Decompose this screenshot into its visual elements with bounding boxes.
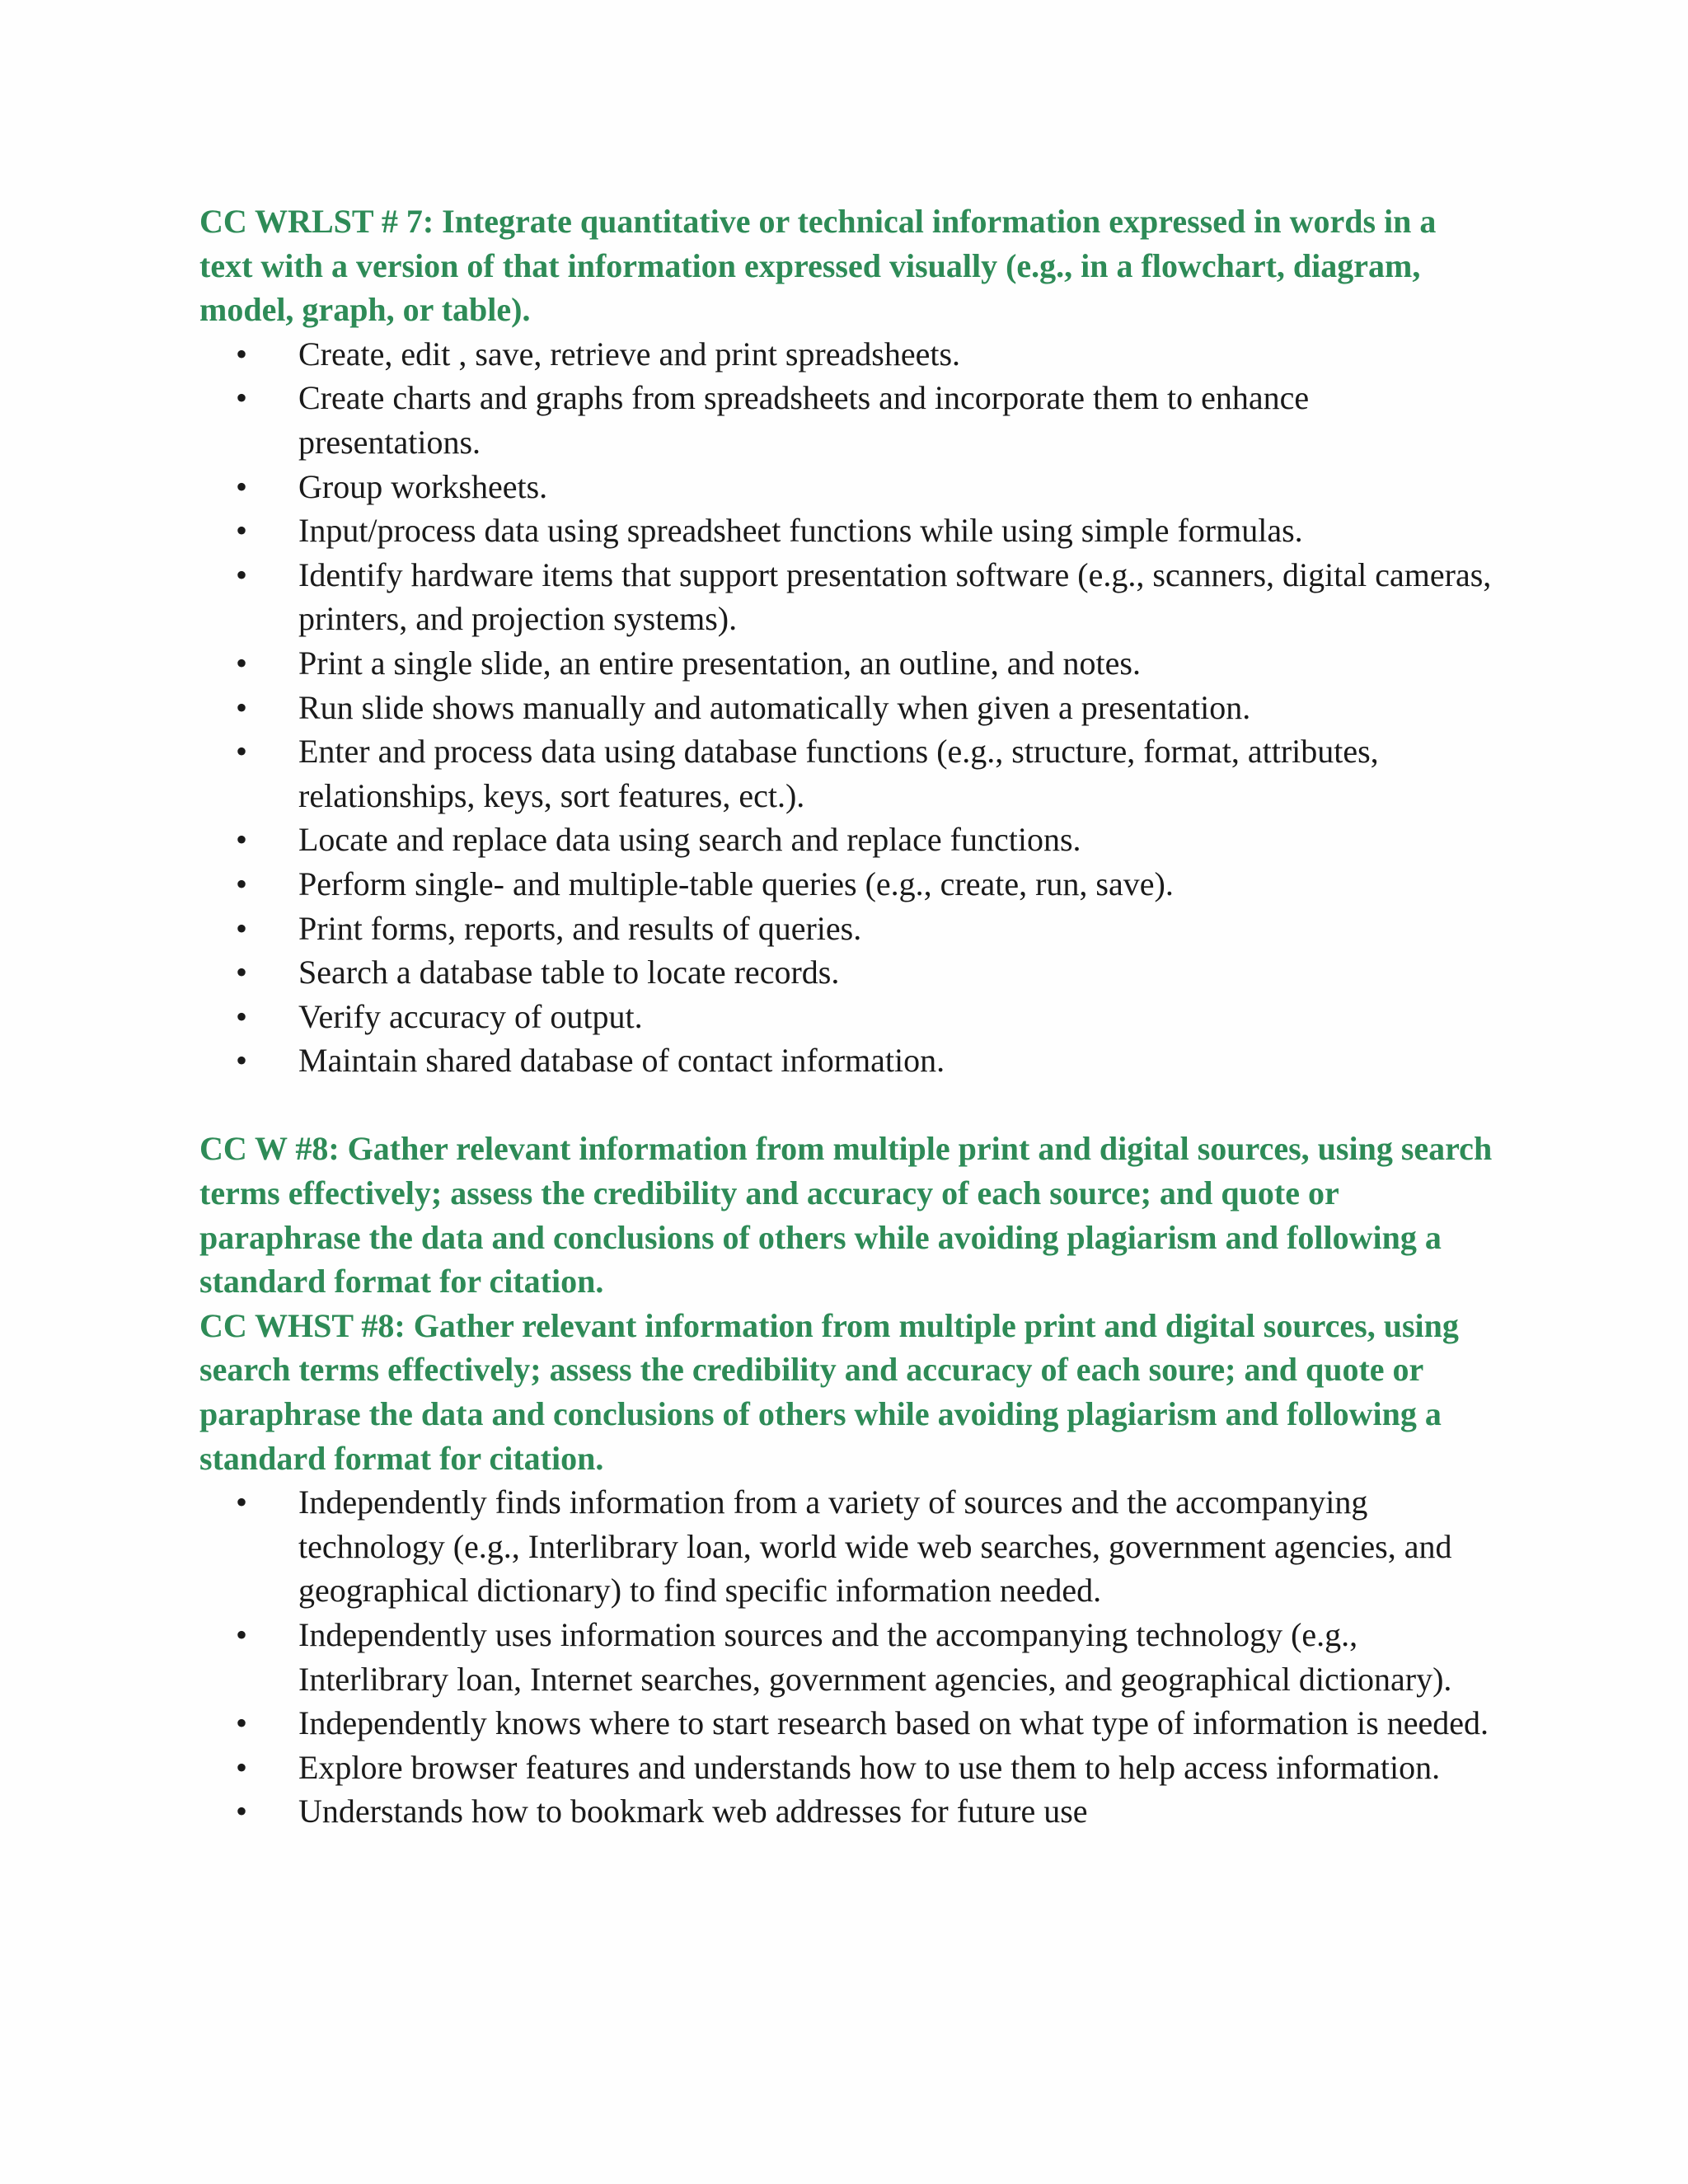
bullet-icon: • <box>235 467 247 505</box>
list-item-text: Run slide shows manually and automatically when given a presentation. <box>298 688 1251 726</box>
bullet-icon: • <box>235 335 247 373</box>
bullet-icon: • <box>235 555 247 593</box>
bullet-icon: • <box>235 512 247 550</box>
list-item <box>199 950 1493 995</box>
list-item-text: Independently knows where to start research based on what type of information is needed. <box>298 1704 1489 1742</box>
list-item <box>199 1746 1493 1790</box>
list-item-text: Independently uses information sources and the accompanying technology (e.g., Interlibrary loan, Internet searches, government agencies, and geographical dictionary). <box>298 1616 1452 1698</box>
bullet-icon: • <box>235 1748 247 1786</box>
list-item <box>199 1038 1493 1083</box>
list-item-text: Verify accuracy of output. <box>298 997 643 1035</box>
bullet-icon: • <box>235 997 247 1035</box>
list-item <box>199 641 1493 686</box>
list-item <box>199 1613 1493 1701</box>
bullet-icon: • <box>235 688 247 726</box>
bullet-icon: • <box>235 644 247 682</box>
list-item <box>199 729 1493 818</box>
list-item-text: Understands how to bookmark web addresses for future use <box>298 1793 1088 1830</box>
bullet-list-wrlst-7 <box>199 332 1493 1083</box>
section-heading-whst-8: CC WHST #8: Gather relevant information from multiple print and digital sources, using search terms effectively; assess the credibility and accuracy of each soure; and quote or paraphrase the data and conclusions of others while avoiding plagiarism and following a standard format for citation. <box>199 1306 1459 1477</box>
bullet-list-w-8 <box>199 1480 1493 1834</box>
list-item-text: Create charts and graphs from spreadsheets and incorporate them to enhance presentations. <box>298 379 1310 461</box>
list-item <box>199 509 1493 553</box>
section-heading-w-8: CC W #8: Gather relevant information from multiple print and digital sources, using search terms effectively; assess the credibility and accuracy of each source; and quote or paraphrase the data and conclusions of others while avoiding plagiarism and following a standard format for citation. <box>199 1130 1493 1301</box>
section-heading-wrlst-7: CC WRLST # 7: Integrate quantitative or technical information expressed in words in a text with a version of that information expressed visually (e.g., in a flowchart, diagram, model, graph, or table). <box>199 203 1437 329</box>
bullet-icon: • <box>235 821 247 859</box>
document-body <box>199 199 1493 1834</box>
list-item-text: Explore browser features and understands how to use them to help access information. <box>298 1748 1441 1786</box>
list-item <box>199 862 1493 907</box>
list-item <box>199 553 1493 641</box>
list-item <box>199 465 1493 509</box>
list-item <box>199 1701 1493 1746</box>
list-item-text: Group worksheets. <box>298 467 548 505</box>
list-item-text: Print a single slide, an entire presentation, an outline, and notes. <box>298 644 1141 682</box>
bullet-icon: • <box>235 954 247 991</box>
list-item-text: Identify hardware items that support presentation software (e.g., scanners, digital cameras, printers, and projection systems). <box>298 555 1492 638</box>
list-item <box>199 995 1493 1039</box>
list-item-text: Perform single- and multiple-table queries (e.g., create, run, save). <box>298 865 1174 902</box>
list-item-text: Locate and replace data using search and replace functions. <box>298 821 1081 859</box>
bullet-icon: • <box>235 379 247 417</box>
list-item <box>199 1480 1493 1613</box>
list-item-text: Enter and process data using database functions (e.g., structure, format, attributes, relationships, keys, sort features, ect.). <box>298 733 1379 814</box>
list-item-text: Create, edit , save, retrieve and print spreadsheets. <box>298 335 961 373</box>
bullet-icon: • <box>235 733 247 771</box>
list-item <box>199 1789 1493 1834</box>
list-item <box>199 818 1493 862</box>
section-spacer <box>199 1083 1493 1127</box>
list-item-text: Maintain shared database of contact information. <box>298 1042 945 1080</box>
list-item-text: Search a database table to locate records. <box>298 954 840 991</box>
list-item <box>199 376 1493 464</box>
list-item <box>199 907 1493 951</box>
bullet-icon: • <box>235 1704 247 1742</box>
list-item-text: Input/process data using spreadsheet functions while using simple formulas. <box>298 512 1303 550</box>
list-item-text: Independently finds information from a variety of sources and the accompanying technology (e.g., Interlibrary loan, world wide web searches, government agencies, and geographical dictionary) to find specific information needed. <box>298 1483 1452 1610</box>
bullet-icon: • <box>235 909 247 947</box>
bullet-icon: • <box>235 1042 247 1080</box>
bullet-icon: • <box>235 865 247 902</box>
list-item <box>199 686 1493 730</box>
bullet-icon: • <box>235 1793 247 1830</box>
list-item-text: Print forms, reports, and results of queries. <box>298 909 862 947</box>
bullet-icon: • <box>235 1616 247 1653</box>
bullet-icon: • <box>235 1483 247 1521</box>
list-item <box>199 332 1493 377</box>
